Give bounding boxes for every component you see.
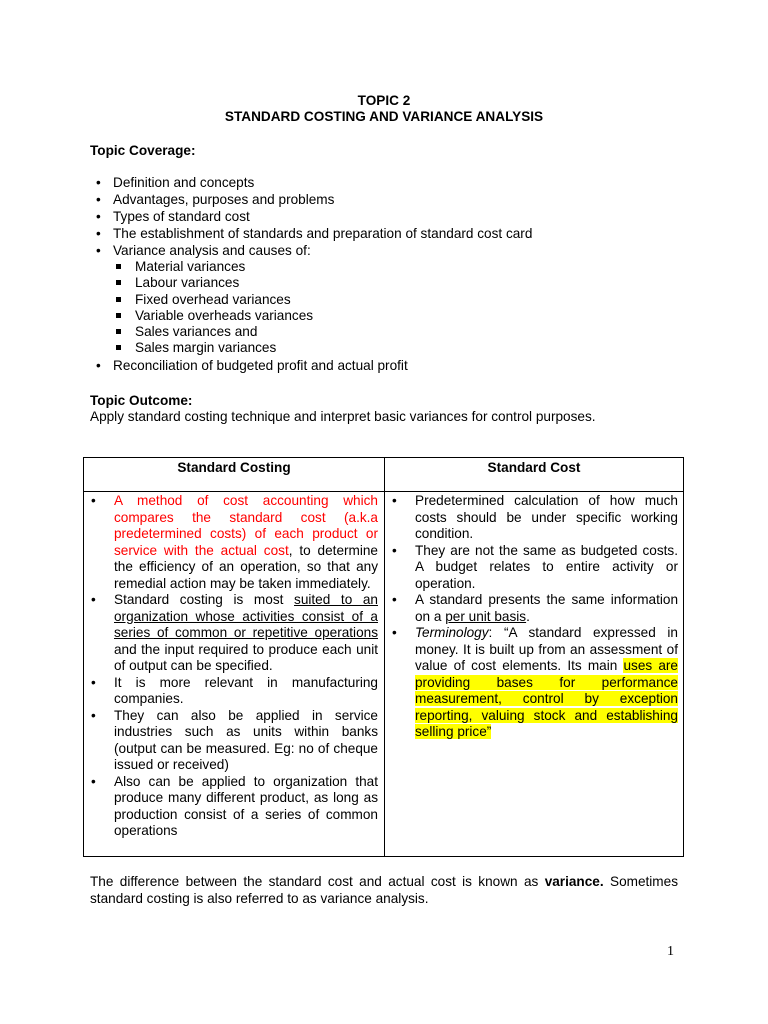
outcome-text: Apply standard costing technique and interpret basic variances for control purposes. xyxy=(90,409,596,424)
page-number: 1 xyxy=(667,944,674,959)
bullet-icon: • xyxy=(392,542,397,558)
bullet-icon: • xyxy=(96,243,101,258)
outcome-heading: Topic Outcome: xyxy=(90,393,193,408)
list-item-text: A standard presents the same information on a xyxy=(415,592,678,624)
sub-list-item-text: Labour variances xyxy=(135,275,240,291)
bullet-icon: • xyxy=(91,674,96,690)
list-item xyxy=(91,675,378,708)
list-item xyxy=(392,543,678,593)
paragraph-text: Sometimes standard costing is also referred to as variance analysis. xyxy=(90,874,678,906)
sub-list-item xyxy=(113,275,710,291)
page-title: STANDARD COSTING AND VARIANCE ANALYSIS xyxy=(224,109,544,124)
sub-list-item-text: Fixed overhead variances xyxy=(135,291,291,307)
bullet-icon: • xyxy=(91,592,96,607)
square-bullet-icon xyxy=(116,329,121,334)
square-bullet-icon xyxy=(116,264,121,269)
standard-costing-cell xyxy=(91,493,378,840)
list-item-text: It is more relevant in manufacturing companies. xyxy=(114,674,378,706)
bullet-icon: • xyxy=(91,493,96,508)
bullet-icon: • xyxy=(392,493,397,508)
square-bullet-icon xyxy=(116,280,121,285)
list-item-text: They can also be applied in service industries such as units within banks (output can be measured. Eg: no of cheque issued or received) xyxy=(114,707,378,772)
comparison-table xyxy=(83,457,684,857)
bullet-icon: • xyxy=(96,357,101,373)
sub-list-item xyxy=(113,324,710,340)
list-item xyxy=(91,774,378,840)
definition-text-red: A method of cost accounting which compares the standard cost (a.k.a predetermined costs) of each product or service with the actual cost xyxy=(114,493,378,558)
square-bullet-icon xyxy=(116,345,121,350)
list-item xyxy=(91,592,378,675)
coverage-list xyxy=(90,174,710,374)
list-item-text: Standard costing is most xyxy=(114,592,295,607)
list-item xyxy=(90,242,710,357)
column-header-standard-costing: Standard Costing xyxy=(177,460,291,475)
standard-cost-cell xyxy=(392,493,678,741)
list-item-text: Predetermined calculation of how much costs should be under specific working condition. xyxy=(415,493,678,541)
definition-text: , to determine the efficiency of an operation, so that any remedial action may be taken immediately. xyxy=(114,542,378,591)
terminology-label: Terminology xyxy=(415,625,489,640)
list-item xyxy=(91,493,378,592)
sub-list-item xyxy=(113,340,710,356)
list-item xyxy=(392,493,678,543)
sub-list-item-text: Sales margin variances xyxy=(135,340,277,356)
square-bullet-icon xyxy=(116,313,121,318)
bullet-icon: • xyxy=(96,209,101,224)
bullet-icon: • xyxy=(96,192,101,207)
list-item xyxy=(90,191,710,208)
coverage-heading: Topic Coverage: xyxy=(90,143,196,158)
list-item-text: Reconciliation of budgeted profit and actual profit xyxy=(113,357,408,373)
list-item-text: and the input required to produce each unit of output can be specified. xyxy=(114,641,378,673)
square-bullet-icon xyxy=(116,297,121,302)
variance-paragraph xyxy=(90,874,678,907)
list-item xyxy=(90,225,710,242)
list-item xyxy=(90,357,710,374)
bullet-icon: • xyxy=(96,226,101,241)
underlined-text: per unit basis xyxy=(445,608,527,624)
bullet-icon: • xyxy=(91,773,96,789)
sub-list-item-text: Variable overheads variances xyxy=(135,307,314,323)
sub-list-item-text: Sales variances and xyxy=(135,324,258,340)
list-item xyxy=(392,625,678,741)
sub-list-item xyxy=(113,259,710,275)
variance-term: variance. xyxy=(544,874,604,889)
bullet-icon: • xyxy=(91,707,96,723)
bullet-icon: • xyxy=(392,625,397,640)
sub-list-item-text: Material variances xyxy=(135,259,246,274)
list-item-text: Types of standard cost xyxy=(113,209,250,224)
paragraph-text: The difference between the standard cost and actual cost is known as xyxy=(90,874,545,889)
list-item-text: Advantages, purposes and problems xyxy=(113,192,335,207)
list-item-text: . xyxy=(526,608,530,624)
bullet-icon: • xyxy=(392,592,397,607)
list-item xyxy=(90,174,710,191)
list-item-text: Also can be applied to organization that produce many different product, as long as production consist of a series of common operations xyxy=(114,773,378,838)
topic-number: TOPIC 2 xyxy=(357,93,411,108)
column-header-standard-cost: Standard Cost xyxy=(487,460,581,475)
variance-sublist xyxy=(113,259,710,357)
list-item xyxy=(91,708,378,774)
highlighted-text: uses are providing bases for performance measurement, control by exception reporting, valuing stock and establishing selling price” xyxy=(415,658,678,739)
underlined-text: suited to an organization whose activities consist of a series of common or repetitive operations xyxy=(114,592,378,640)
list-item-text: The establishment of standards and preparation of standard cost card xyxy=(113,226,533,241)
sub-list-item xyxy=(113,292,710,308)
column-divider xyxy=(384,458,385,856)
sub-list-item xyxy=(113,308,710,324)
list-item-text: They are not the same as budgeted costs. A budget relates to entire activity or operation. xyxy=(415,542,678,591)
list-item-text: : “A standard expressed in money. It is built up from an assessment of value of cost elements. Its main xyxy=(415,625,678,673)
bullet-icon: • xyxy=(96,175,101,190)
list-item xyxy=(392,592,678,625)
list-item xyxy=(90,208,710,225)
list-item-text: Variance analysis and causes of: xyxy=(113,243,311,258)
list-item-text: Definition and concepts xyxy=(113,175,255,190)
